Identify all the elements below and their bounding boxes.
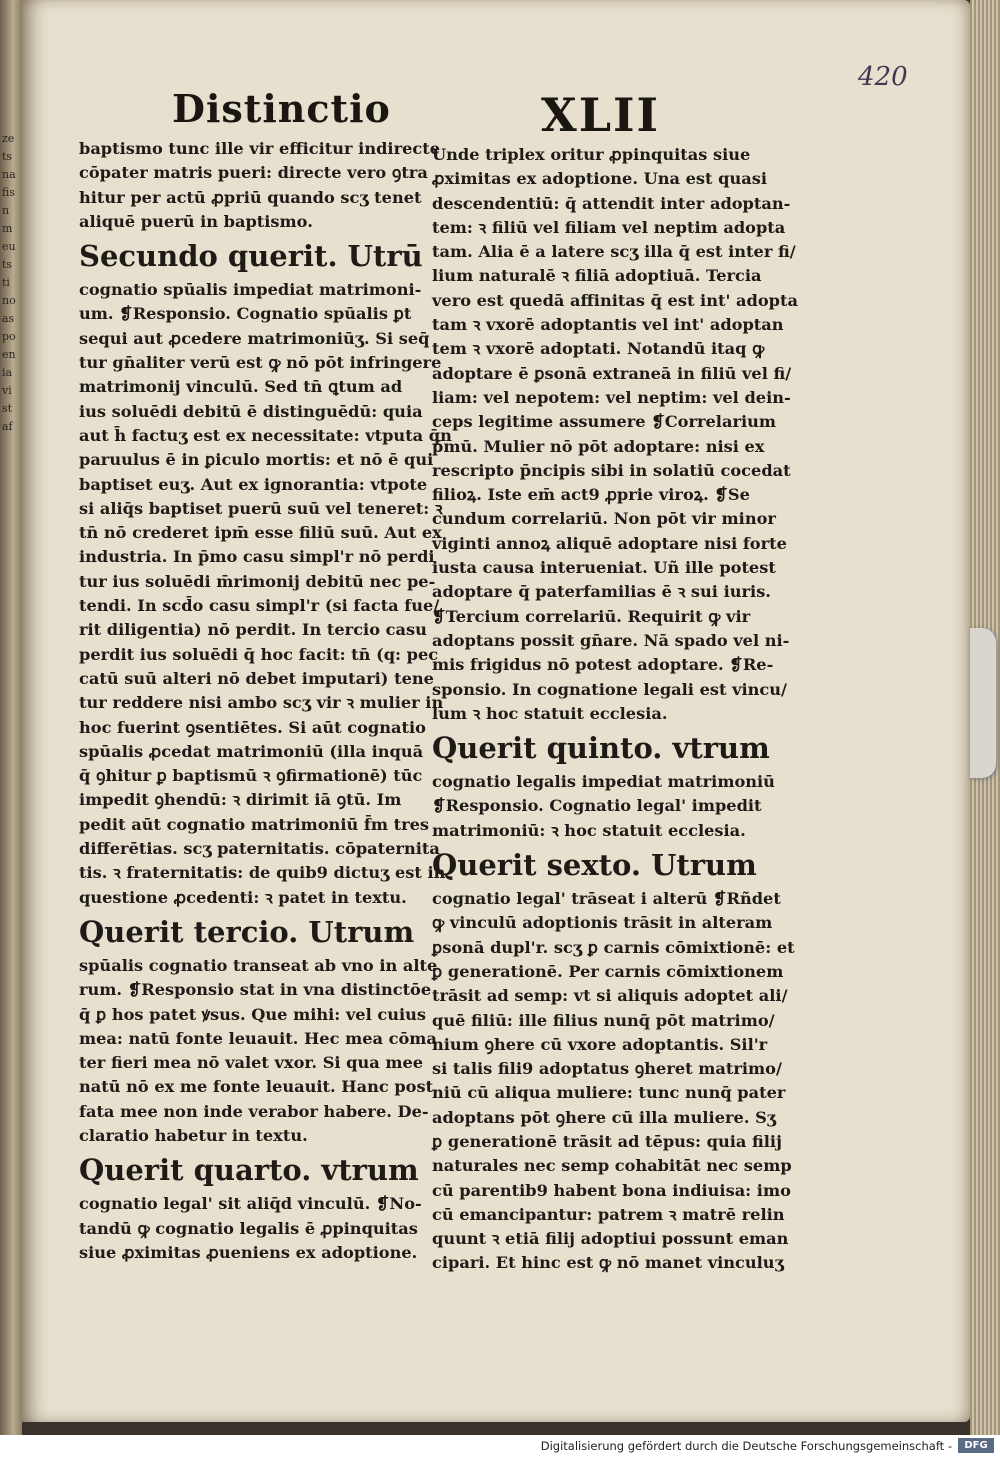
text-line: tandū ꝙ cognatio legalis ē ꝓpinquitas <box>79 1218 418 1238</box>
right-text-column <box>432 143 798 1276</box>
text-line: hitur per actū ꝓpriū quando scʒ tenet <box>79 187 422 207</box>
text-line: lium naturalē ꝛ filiā adoptiuā. Tercia <box>432 266 762 286</box>
text-line: fata mee non inde verabor habere. De- <box>79 1101 429 1121</box>
text-line: ius soluēdi debitū ē distinguēdū: quia <box>79 401 423 421</box>
text-line: tn̄ nō crederet ipm̄ esse filiū suū. Aut ex <box>79 523 442 543</box>
text-line: tendi. In scd̄o casu simpl'r (si facta fue/ <box>79 596 440 616</box>
text-line: rescripto p̄ncipis sibi in solatiū cocedat <box>432 460 791 480</box>
text-line: cū emancipantur: patrem ꝛ matrē relin <box>432 1204 785 1224</box>
text-line: descendentiū: q̄ attendit inter adoptan- <box>432 193 791 213</box>
text-line: ꝓximitas ex adoptione. Una est quasi <box>432 169 767 189</box>
text-line: liam: vel nepotem: vel neptim: vel dein- <box>432 387 791 407</box>
text-line: cū parentib9 habent bona indiuisa: imo <box>432 1180 791 1200</box>
text-line: si aliq̄s baptiset puerū suū vel teneret: ꝛ <box>79 498 443 518</box>
text-line: cognatio legal' trāseat i alterū ❡Rñdet <box>432 889 781 909</box>
text-line: differētias. scʒ paternitatis. cōpaternita <box>79 839 440 859</box>
text-line: quē filiū: ille filius nunq̄ pōt matrimo/ <box>432 1010 775 1030</box>
text-line: baptiset euʒ. Aut ex ignorantia: vtpote <box>79 474 428 494</box>
text-line: questione ꝓcedenti: ꝛ patet in textu. <box>79 887 407 907</box>
text-line: ꝙ vinculū adoptionis trāsit in alteram <box>432 913 773 933</box>
page-tab-marker <box>970 628 996 778</box>
text-line: cognatio spūalis impediat matrimoni- <box>79 280 422 300</box>
text-line: q̄ ꝑ hos patet ꝟsus. Que mihi: vel cuius <box>79 1004 427 1024</box>
text-line: aliquē puerū in baptismo. <box>79 211 313 231</box>
text-line: naturales nec semp cohabitāt nec semp <box>432 1156 792 1176</box>
text-line: sponsio. In cognatione legali est vincu/ <box>432 679 787 699</box>
section-heading: Querit quinto. vtrum <box>432 731 770 766</box>
text-line: tur ius soluēdi m̄rimonij debitū nec pe- <box>79 571 436 591</box>
text-line: ceps legitime assumere ❡Correlarium <box>432 412 777 432</box>
text-line: spūalis ꝓcedat matrimoniū (illa inquā <box>79 741 424 761</box>
text-line: cipari. Et hinc est ꝙ nō manet vinculuʒ <box>432 1253 784 1273</box>
text-line: Unde triplex oritur ꝓpinquitas siue <box>432 145 751 164</box>
text-line: tur reddere nisi ambo scʒ vir ꝛ mulier in <box>79 693 444 713</box>
text-line: tem ꝛ vxorē adoptati. Notandū itaq ꝙ <box>432 339 765 359</box>
text-line: claratio habetur in textu. <box>79 1125 308 1145</box>
text-line: sequi aut ꝓcedere matrimoniūʒ. Si seq̄ <box>79 328 430 348</box>
text-line: cundum correlariū. Non pōt vir minor <box>432 509 776 529</box>
text-line: tam. Alia ē a latere scʒ illa q̄ est inter fi/ <box>432 242 796 262</box>
page-number: 420 <box>858 62 908 92</box>
text-line: ter fieri mea nō valet vxor. Si qua mee <box>79 1053 424 1073</box>
text-line: adoptare ē ꝑsonā extraneā in filiū vel fi/ <box>432 363 792 383</box>
text-line: paruulus ē in ꝑiculo mortis: et nō ē qui <box>79 450 434 470</box>
footer-bar <box>0 1435 1000 1457</box>
text-line: tis. ꝛ fraternitatis: de quib9 dictuʒ est in <box>79 863 446 883</box>
text-line: mea: natū fonte leuauit. Hec mea cōma <box>79 1028 437 1048</box>
text-line: niū cū aliqua muliere: tunc nunq̄ pater <box>432 1083 786 1103</box>
text-line: ꝑ generationē. Per carnis cōmixtionem <box>432 961 784 981</box>
text-line: matrimoniū: ꝛ hoc statuit ecclesia. <box>432 820 746 840</box>
previous-page-text-fragment: zetsnafisnmeutstinoaspoeniavistaf <box>2 132 16 433</box>
text-line: natū nō ex me fonte leuauit. Hanc post <box>79 1077 434 1097</box>
text-line: matrimonij vinculū. Sed tn̄ ꝗtum ad <box>79 377 403 397</box>
text-line: trāsit ad semp: vt si aliquis adoptet ali/ <box>432 986 788 1006</box>
funding-credit: Digitalisierung gefördert durch die Deutsche Forschungsgemeinschaft - <box>540 1439 952 1453</box>
text-line: mis frigidus nō potest adoptare. ❡Re- <box>432 655 774 675</box>
section-heading: Secundo querit. Utrū <box>79 239 423 274</box>
text-line: viginti annoꝝ aliquē adoptare nisi forte <box>432 533 787 553</box>
previous-page-edge <box>0 0 22 1435</box>
text-line: siue ꝓximitas ꝓueniens ex adoptione. <box>79 1242 418 1262</box>
text-line: q̄ ꝯhitur ꝑ baptismū ꝛ ꝯfirmationē) tūc <box>79 766 423 786</box>
text-line: vero est quedā affinitas q̄ est int' adopta <box>432 290 798 310</box>
text-line: p̄mū. Mulier nō pōt adoptare: nisi ex <box>432 436 765 456</box>
text-line: impedit ꝯhendū: ꝛ dirimit iā ꝯtū. Im <box>79 790 402 810</box>
text-line: baptismo tunc ille vir efficitur indirecte <box>79 139 441 158</box>
text-line: cognatio legalis impediat matrimoniū <box>432 772 775 792</box>
text-line: spūalis cognatio transeat ab vno in alte <box>79 955 438 975</box>
text-line: filioꝝ. Iste em̄ act9 ꝓprie viroꝝ. ❡Se <box>432 485 750 505</box>
text-line: tem: ꝛ filiū vel filiam vel neptim adopta <box>432 217 786 237</box>
text-line: quunt ꝛ etiā filij adoptiui possunt eman <box>432 1229 789 1249</box>
text-line: aut h̄ factuʒ est ex necessitate: vtputa q̄n <box>79 425 452 445</box>
text-line: rit diligentia) nō perdit. In tercio casu <box>79 620 427 640</box>
text-line: adoptans pōt ꝯhere cū illa muliere. Sʒ <box>432 1107 776 1127</box>
running-numeral: XLII <box>541 88 661 142</box>
text-line: si talis fili9 adoptatus ꝯheret matrimo/ <box>432 1059 782 1079</box>
text-line: adoptare q̄ paterfamilias ē ꝛ sui iuris. <box>432 582 771 602</box>
text-line: hoc fuerint ꝯsentiētes. Si aūt cognatio <box>79 717 426 737</box>
left-text-column <box>79 137 452 1265</box>
text-line: cognatio legal' sit aliq̄d vinculū. ❡No- <box>79 1194 422 1214</box>
text-line: nium ꝯhere cū vxore adoptantis. Sil'r <box>432 1034 768 1054</box>
section-heading: Querit tercio. Utrum <box>79 914 415 949</box>
text-line: ꝑ generationē trāsit ad tēpus: quia filij <box>432 1131 782 1151</box>
text-line: rum. ❡Responsio stat in vna distinctōe <box>79 980 432 1000</box>
text-line: ❡Tercium correlariū. Requirit ꝙ vir <box>432 606 751 626</box>
text-line: tur gn̄aliter verū est ꝙ nō pōt infringere <box>79 353 442 373</box>
text-line: ꝑsonā dupl'r. scʒ ꝑ carnis cōmixtionē: et <box>432 937 795 957</box>
text-line: cōpater matris pueri: directe vero ꝯtra <box>79 163 428 183</box>
text-line: adoptans possit gn̄are. Nā spado vel ni- <box>432 630 790 650</box>
text-line: catū suū alteri nō debet imputari) tene <box>79 668 434 688</box>
section-heading: Querit sexto. Utrum <box>432 848 757 883</box>
dfg-logo: DFG <box>958 1438 994 1453</box>
text-line: ❡Responsio. Cognatio legal' impedit <box>432 796 762 816</box>
text-line: um. ❡Responsio. Cognatio spūalis ꝑt <box>79 304 412 324</box>
text-line: pedit aūt cognatio matrimoniū f̄m tres <box>79 814 430 834</box>
text-line: tam ꝛ vxorē adoptantis vel int' adoptan <box>432 315 784 335</box>
text-line: perdit ius soluēdi q̄ hoc facit: tn̄ (q: pec <box>79 644 439 664</box>
running-head: Distinctio <box>172 86 391 131</box>
section-heading: Querit quarto. vtrum <box>79 1153 419 1188</box>
text-line: iusta causa interueniat. Uñ ille potest <box>432 558 776 578</box>
text-line: industria. In p̄mo casu simpl'r nō perdi <box>79 547 435 567</box>
text-line: lum ꝛ hoc statuit ecclesia. <box>432 703 668 723</box>
